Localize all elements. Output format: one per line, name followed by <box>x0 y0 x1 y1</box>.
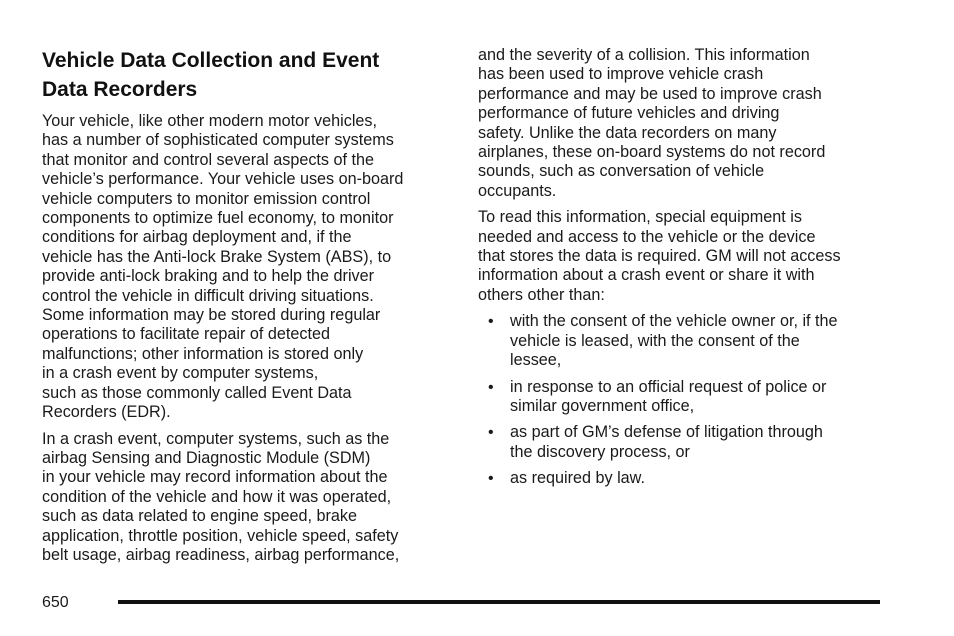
text-line: vehicle’s performance. Your vehicle uses on-board <box>42 170 404 189</box>
text-line: In a crash event, computer systems, such as the <box>42 429 390 448</box>
heading-line: Vehicle Data Collection and Event <box>42 49 380 72</box>
text-line: in your vehicle may record information about the <box>42 468 388 487</box>
text-line: provide anti-lock braking and to help the driver <box>42 267 375 286</box>
text-line: Recorders (EDR). <box>42 403 171 422</box>
text-line: that monitor and control several aspects of the <box>42 150 375 169</box>
right-body <box>478 46 888 305</box>
paragraph <box>478 208 888 305</box>
bullet-item <box>478 312 888 370</box>
text-line: condition of the vehicle and how it was operated, <box>42 487 392 506</box>
text-line: vehicle computers to monitor emission control <box>42 189 371 208</box>
section-heading <box>42 46 452 104</box>
text-line: in response to an official request of police or <box>510 377 827 396</box>
text-line: sounds, such as conversation of vehicle <box>478 162 765 181</box>
text-line: To read this information, special equipment is <box>478 208 802 227</box>
bullet-item <box>478 469 888 488</box>
text-line: that stores the data is required. GM will not access <box>478 247 841 266</box>
text-line: others other than: <box>478 285 605 304</box>
text-line: malfunctions; other information is stored only <box>42 344 364 363</box>
text-line: and the severity of a collision. This information <box>478 46 810 64</box>
text-line: airbag Sensing and Diagnostic Module (SDM) <box>42 448 371 467</box>
text-line: performance of future vehicles and driving <box>478 104 780 123</box>
left-column <box>42 46 452 572</box>
text-line: as part of GM’s defense of litigation through <box>510 423 823 442</box>
text-line: operations to facilitate repair of detected <box>42 325 330 344</box>
text-line: needed and access to the vehicle or the device <box>478 227 816 246</box>
bullet-list <box>478 312 888 488</box>
footer-rule <box>118 600 880 604</box>
text-line: vehicle has the Anti-lock Brake System (ABS), to <box>42 247 392 266</box>
page-number: 650 <box>42 594 69 611</box>
text-line: control the vehicle in difficult driving situations. <box>42 286 374 305</box>
text-line: components to optimize fuel economy, to monitor <box>42 209 394 228</box>
paragraph <box>42 430 452 566</box>
text-line: Some information may be stored during regular <box>42 306 381 325</box>
text-line: safety. Unlike the data recorders on many <box>478 123 777 142</box>
text-line: with the consent of the vehicle owner or, if the <box>510 312 838 331</box>
bullet-icon: • <box>488 424 494 442</box>
bullet-icon: • <box>488 470 494 488</box>
text-line: lessee, <box>510 351 562 370</box>
text-line: vehicle is leased, with the consent of the <box>510 331 800 350</box>
text-line: performance and may be used to improve crash <box>478 84 822 103</box>
bullet-item <box>478 423 888 462</box>
heading-line: Data Recorders <box>42 78 198 101</box>
bullet-icon: • <box>488 378 494 396</box>
paragraph <box>478 46 888 201</box>
bullet-item <box>478 378 888 417</box>
left-body <box>42 112 452 565</box>
text-line: Your vehicle, like other modern motor vehicles, <box>42 112 378 130</box>
text-line: information about a crash event or share it with <box>478 266 815 285</box>
text-line: has a number of sophisticated computer systems <box>42 131 394 150</box>
right-column <box>478 46 888 496</box>
text-line: occupants. <box>478 181 557 200</box>
text-line: similar government office, <box>510 396 695 415</box>
bullet-icon: • <box>488 313 494 331</box>
text-line: such as those commonly called Event Data <box>42 383 352 402</box>
text-line: conditions for airbag deployment and, if the <box>42 228 352 247</box>
text-line: belt usage, airbag readiness, airbag performance, <box>42 545 400 564</box>
text-line: as required by law. <box>510 469 645 488</box>
text-line: the discovery process, or <box>510 442 690 461</box>
text-line: airplanes, these on-board systems do not record <box>478 143 826 162</box>
text-line: such as data related to engine speed, brake <box>42 507 357 526</box>
text-line: in a crash event by computer systems, <box>42 364 319 383</box>
text-line: application, throttle position, vehicle speed, safety <box>42 526 399 545</box>
text-line: has been used to improve vehicle crash <box>478 65 764 84</box>
paragraph <box>42 112 452 423</box>
